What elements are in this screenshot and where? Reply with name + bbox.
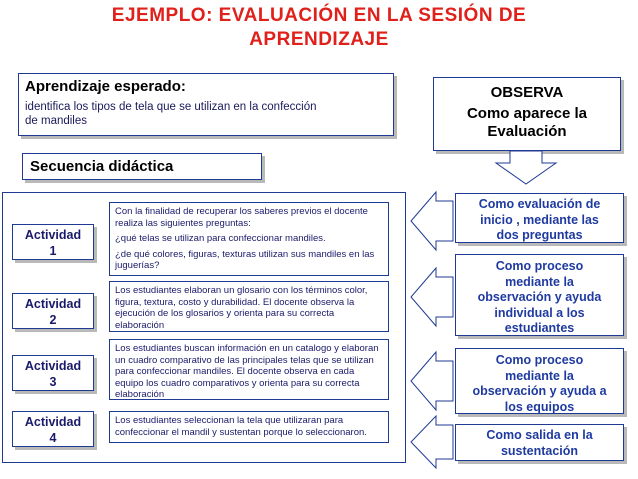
aprendizaje-text-line-2: de mandiles (25, 115, 88, 127)
actividad-1-number: 1 (49, 244, 57, 258)
evaluacion-2-line-4: individual a los (494, 305, 585, 320)
evaluacion-1-line-1: Como evaluación de (478, 197, 601, 211)
aprendizaje-heading: Aprendizaje esperado: (25, 78, 186, 95)
observa-subtitle-line-2: Evaluación (487, 123, 567, 140)
evaluacion-3-line-3: observación y ayuda a (472, 384, 607, 398)
actividad-3-description (109, 339, 389, 400)
actividad-2-label (12, 293, 94, 329)
actividad-3-label (12, 355, 94, 391)
down-arrow-icon (496, 151, 556, 184)
actividad-2-description (109, 281, 389, 332)
actividad-3-number: 3 (49, 375, 57, 389)
aprendizaje-text-line-1: identifica los tipos de tela que se utilizan en la confección (25, 101, 317, 113)
evaluacion-4-line-1: Como salida en la (486, 428, 593, 442)
actividad-4-description (109, 411, 389, 443)
actividad-1-title: Actividad (24, 228, 82, 242)
evaluacion-2-line-3: observación y ayuda (477, 290, 602, 304)
left-arrow-icon-3 (411, 352, 453, 410)
left-arrow-icon-2 (411, 268, 453, 326)
evaluacion-inicio-box (455, 193, 624, 243)
secuencia-didactica-heading: Secuencia didáctica (22, 153, 262, 180)
actividad-3-paragraph-1: Los estudiantes buscan información en un catalogo y elaboran un cuadro comparativo de las principales telas que se utilizan para confeccionar mandiles. El docente observa en cada equipo los cuadro comparativos y orienta para su correcta elaboración (115, 343, 379, 400)
actividad-2-title: Actividad (24, 297, 82, 311)
evaluacion-3-line-1: Como proceso (495, 353, 584, 367)
left-arrow-icon-4 (411, 416, 453, 468)
evaluacion-salida-box (455, 424, 624, 461)
actividad-4-title: Actividad (24, 415, 82, 429)
actividad-1-paragraph-2: ¿qué telas se utilizan para confeccionar mandiles. (115, 233, 326, 244)
evaluacion-proceso-equipos-box (455, 348, 624, 414)
evaluacion-2-line-1: Como proceso (495, 259, 584, 273)
actividad-1-label (12, 224, 94, 260)
actividad-4-number: 4 (49, 431, 57, 445)
evaluacion-3-line-2: mediante la (505, 368, 574, 383)
actividad-1-description (109, 202, 389, 276)
title-line-2: APRENDIZAJE (249, 29, 389, 50)
actividad-2-number: 2 (49, 313, 57, 327)
evaluacion-1-line-2: inicio , mediante las (480, 212, 599, 227)
evaluacion-2-line-2: mediante la (505, 274, 574, 289)
actividad-4-paragraph-1: Los estudiantes seleccionan la tela que utilizaran para confeccionar el mandil y sustentan porque lo seleccionaron. (115, 415, 367, 438)
actividad-1-paragraph-1: Con la finalidad de recuperar los saberes previos el docente realiza las siguientes preguntas: (115, 206, 368, 229)
actividad-3-title: Actividad (24, 359, 82, 373)
evaluacion-4-line-2: sustentación (500, 443, 579, 458)
evaluacion-proceso-individual-box (455, 254, 624, 336)
observa-subtitle-line-1: Como aparece la (466, 105, 588, 122)
actividad-4-label (12, 411, 94, 447)
left-arrow-icon-1 (411, 192, 453, 250)
evaluacion-1-line-3: dos preguntas (496, 228, 583, 242)
actividad-2-paragraph-1: Los estudiantes elaboran un glosario con los términos color, figura, textura, costo y durabilidad. El docente observa la ejecución de los glosarios y orienta para su correcta elaboración (115, 285, 368, 331)
actividad-1-paragraph-3: ¿de qué colores, figuras, texturas utilizan sus mandiles en las juguerías? (115, 248, 375, 271)
title-line-1: EJEMPLO: EVALUACIÓN EN LA SESIÓN DE (111, 5, 527, 26)
observa-title: OBSERVA (490, 84, 564, 101)
evaluacion-3-line-4: los equipos (504, 399, 575, 414)
evaluacion-2-line-5: estudiantes (504, 321, 575, 335)
